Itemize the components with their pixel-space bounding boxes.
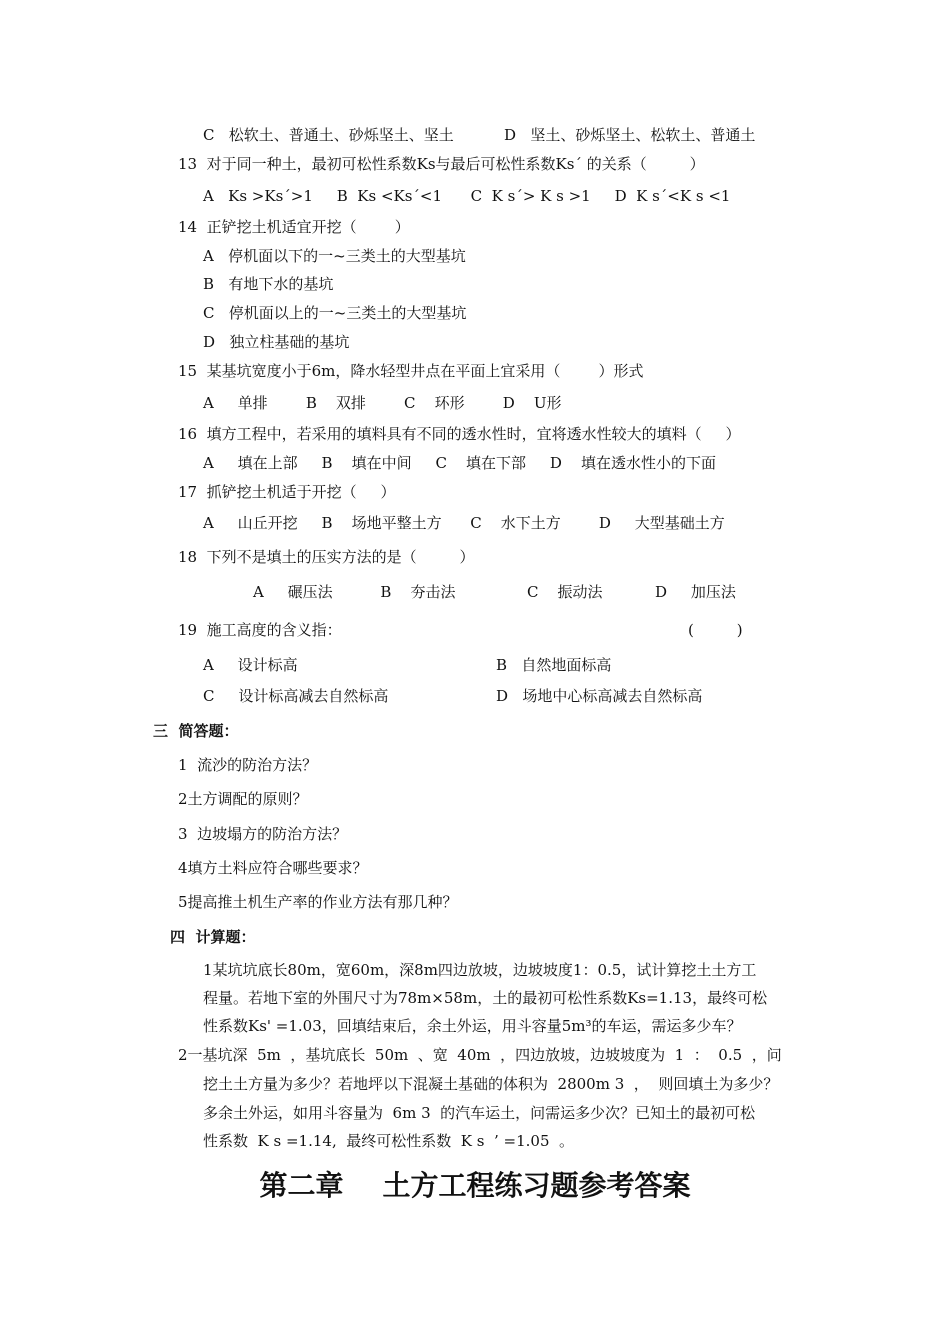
calc1-line-3: 性系数Ks' =1.03，回填结束后，余土外运，用斗容量5m³的车运，需运多少车？ <box>203 1017 742 1035</box>
calc2-line-3: 多余土外运，如用斗容量为 6m 3 的汽车运土，问需运多少次？已知土的最初可松 <box>203 1104 756 1122</box>
q16-options: A 填在上部 B 填在中间 C 填在下部 D 填在透水性小的下面 <box>203 454 716 472</box>
q14-option-d: D 独立柱基础的基坑 <box>203 333 350 351</box>
section4-heading: 四 计算题： <box>170 928 256 946</box>
section3-item-2: 2土方调配的原则？ <box>178 790 308 808</box>
q18-options: A 碾压法 B 夯击法 C 振动法 D 加压法 <box>253 583 736 601</box>
q19-option-d: D 场地中心标高减去自然标高 <box>496 687 703 705</box>
q12-option-c: C 松软土、普通土、砂烁坚土、坚土 <box>203 126 454 144</box>
q18-stem: 18 下列不是填土的压实方法的是（ ） <box>178 548 475 566</box>
section3-item-1: 1 流沙的防治方法？ <box>178 756 318 774</box>
calc1-line-2: 程量。若地下室的外围尺寸为78m×58m，土的最初可松性系数Ks=1.13，最终可松 <box>203 989 768 1007</box>
section3-item-4: 4填方土料应符合哪些要求？ <box>178 859 368 877</box>
q13-options: A Ks >Ks´>1 B Ks <Ks´<1 C K s´> K s >1 D K s´<K s <1 <box>203 187 731 205</box>
q16-stem: 16 填方工程中，若采用的填料具有不同的透水性时，宜将透水性较大的填料（ ） <box>178 425 741 443</box>
q17-options: A 山丘开挖 B 场地平整土方 C 水下土方 D 大型基础土方 <box>203 514 725 532</box>
q19-option-a: A 设计标高 <box>203 656 298 674</box>
q12-option-d: D 坚土、砂烁坚土、松软土、普通土 <box>504 126 756 144</box>
q14-option-c: C 停机面以上的一~三类土的大型基坑 <box>203 304 467 322</box>
chapter-title: 第二章 土方工程练习题参考答案 <box>259 1169 691 1202</box>
q14-option-a: A 停机面以下的一~三类土的大型基坑 <box>203 247 466 265</box>
calc1-line-1: 1某坑坑底长80m，宽60m，深8m四边放坡，边坡坡度1：0.5，试计算挖土土方工 <box>203 961 757 979</box>
q19-stem: 19 施工高度的含义指： <box>178 621 342 639</box>
q19-option-b: B 自然地面标高 <box>496 656 612 674</box>
q13-stem: 13 对于同一种土，最初可松性系数Ks与最后可松性系数Ks´ 的关系（ ） <box>178 155 705 173</box>
q19-option-c: C 设计标高减去自然标高 <box>203 687 389 705</box>
section3-heading: 三 简答题： <box>153 722 239 740</box>
section3-item-3: 3 边坡塌方的防治方法？ <box>178 825 348 843</box>
q17-stem: 17 抓铲挖土机适于开挖（ ） <box>178 483 396 501</box>
q19-answer-paren: ( ) <box>688 621 743 639</box>
q15-stem: 15 某基坑宽度小于6m，降水轻型井点在平面上宜采用（ ）形式 <box>178 362 644 380</box>
q14-stem: 14 正铲挖土机适宜开挖（ ） <box>178 218 410 236</box>
calc2-line-4: 性系数 K s =1.14, 最终可松性系数 K s ’ =1.05 。 <box>203 1132 575 1150</box>
calc2-line-2: 挖土土方量为多少？若地坪以下混凝土基础的体积为 2800m 3 ， 则回填土为多少？ <box>203 1075 779 1093</box>
calc2-line-1: 2一基坑深 5m ，基坑底长 50m 、宽 40m ，四边放坡，边坡坡度为 1 ： 0.5 ，问 <box>178 1046 782 1064</box>
q14-option-b: B 有地下水的基坑 <box>203 275 334 293</box>
q15-options: A 单排 B 双排 C 环形 D U形 <box>203 394 562 412</box>
section3-item-5: 5提高推土机生产率的作业方法有那几种？ <box>178 893 458 911</box>
